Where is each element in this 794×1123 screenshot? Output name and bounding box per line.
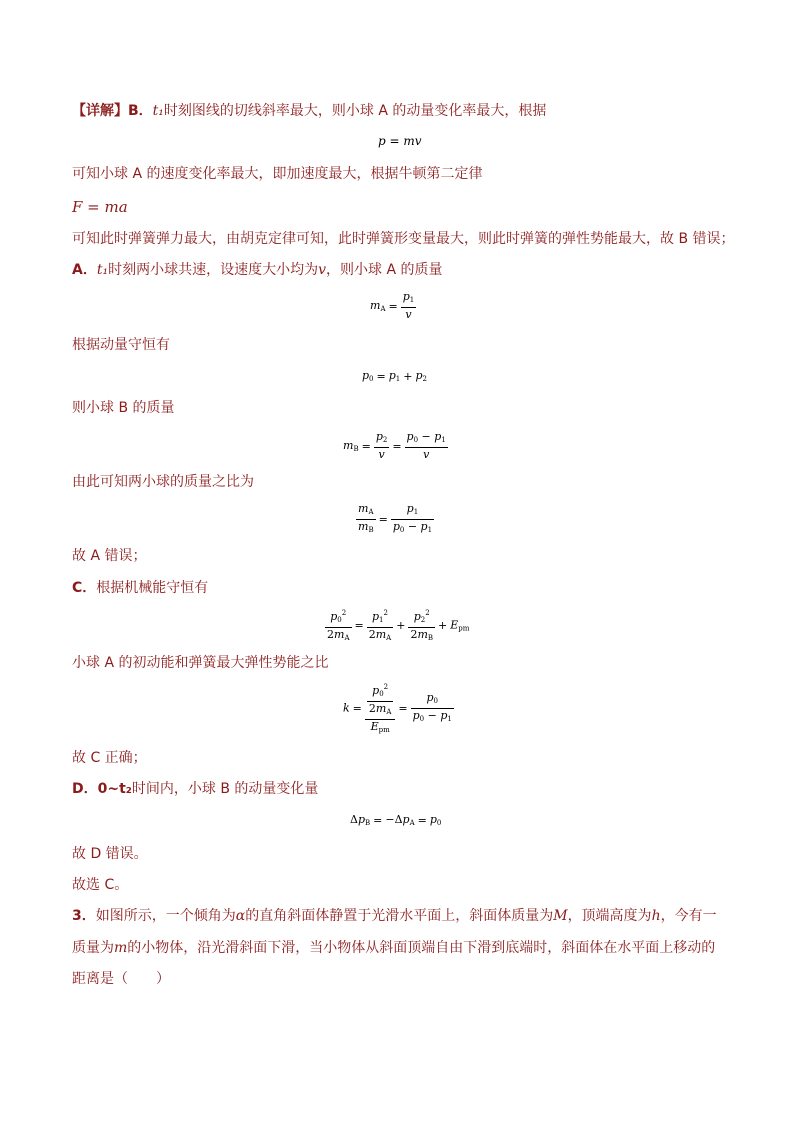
question-3-line-3: 距离是（ ） xyxy=(72,971,170,987)
option-a-line-4: 由此可知两小球的质量之比为 xyxy=(72,474,254,490)
option-b-head: B． xyxy=(128,103,153,119)
detail-b-line xyxy=(72,101,546,121)
detail-b-text: 时刻图线的切线斜率最大，则小球 A 的动量变化率最大，根据 xyxy=(163,103,547,119)
momentum-conservation-equation: $p_0 = p_1 + p_2$ xyxy=(362,369,427,383)
option-a-line: A．t₁时刻两小球共速，设速度大小均为v，则小球 A 的质量 xyxy=(72,262,443,278)
momentum-change-equation: $\Delta p_B = -\Delta p_A = p_0$ xyxy=(350,813,442,827)
option-a-line-3: 则小球 B 的质量 xyxy=(72,400,175,416)
option-c-line: C．根据机械能守恒有 xyxy=(72,580,209,596)
energy-ratio-equation: k = $\frac{\frac{p_0^2}{2m_A}}{E_{pm}}$ = $\frac{p_0}{p_0 - p_1}$ xyxy=(343,680,454,737)
detail-tag: 【详解】 xyxy=(72,103,128,119)
energy-conservation-equation: $\frac{p_0^2}{2m_A}$ = $\frac{p_1^2}{2m_A}$ + $\frac{p_2^2}{2m_B}$ + $E_{pm}$ xyxy=(325,606,469,645)
t1-symbol: t₁ xyxy=(152,103,164,119)
option-a-conclusion: 故 A 错误； xyxy=(72,548,147,564)
question-3-line-1: 3．如图所示，一个倾角为α的直角斜面体静置于光滑水平面上，斜面体质量为M，顶端高度为h，今有一 xyxy=(72,908,717,924)
mass-ratio-equation: $\frac{m_A}{m_B}$ = $\frac{p_1}{p_0 - p_1}$ xyxy=(358,502,433,534)
option-d-conclusion: 故 D 错误。 xyxy=(72,846,148,862)
detail-b-line-2: 可知小球 A 的速度变化率最大，即加速度最大，根据牛顿第二定律 xyxy=(72,166,483,182)
option-c-line-2: 小球 A 的初动能和弹簧最大弹性势能之比 xyxy=(72,655,329,671)
option-a-line-2: 根据动量守恒有 xyxy=(72,337,170,353)
newton-second-law-equation: F = ma xyxy=(72,198,128,216)
momentum-equation: p = mv xyxy=(378,134,422,148)
mass-a-equation: $m_A$ = $\frac{p_1}{v}$ xyxy=(370,290,415,321)
detail-b-line-3: 可知此时弹簧弹力最大，由胡克定律可知，此时弹簧形变量最大，则此时弹簧的弹性势能最大，故 B 错误； xyxy=(72,231,735,247)
answer-line: 故选 C。 xyxy=(72,877,129,893)
option-d-line: D．0~t₂时间内，小球 B 的动量变化量 xyxy=(72,781,319,797)
mass-b-equation: $m_B$ = $\frac{p_2}{v}$ = $\frac{p_0 - p_1}{v}$ xyxy=(343,430,446,461)
question-3-line-2: 质量为m的小物体，沿光滑斜面下滑，当小物体从斜面顶端自由下滑到底端时，斜面体在水平面上移动的 xyxy=(72,940,716,956)
option-c-conclusion: 故 C 正确； xyxy=(72,750,147,766)
